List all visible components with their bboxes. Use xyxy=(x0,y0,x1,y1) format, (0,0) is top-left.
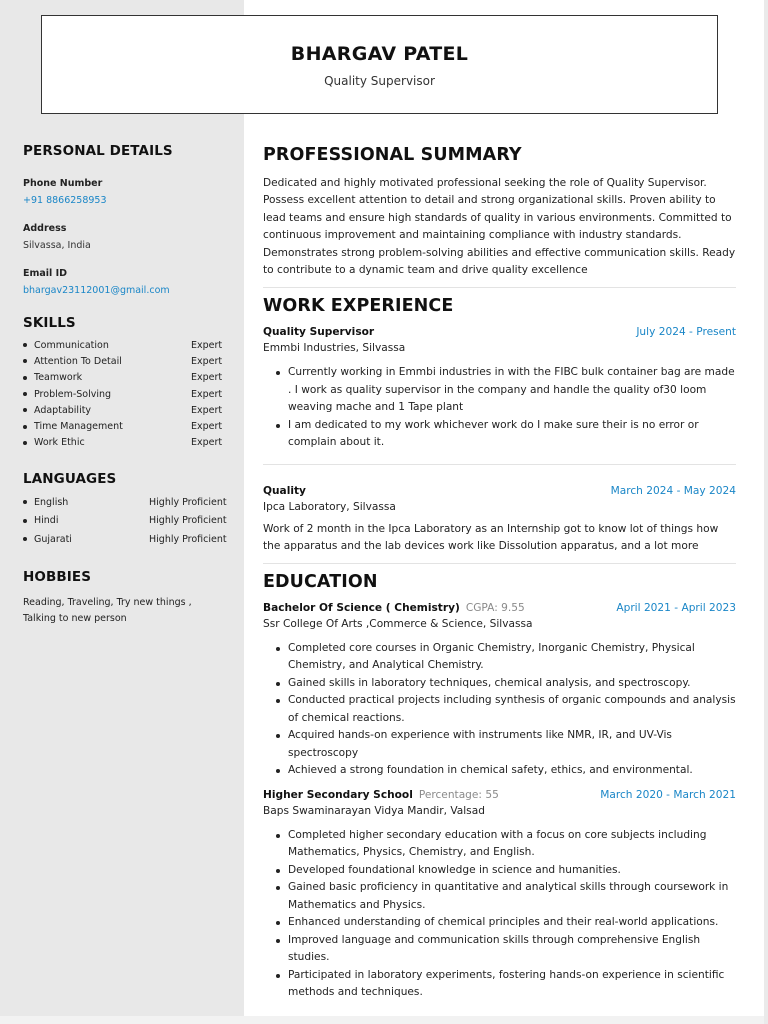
list-item: Currently working in Emmbi industries in with the FIBC bulk container bag are made . I work as quality supervisor in the company and handle the quality of30 loom weaving mache and 1 Tape plant xyxy=(276,364,736,417)
education-entry xyxy=(263,789,736,1002)
bullet-icon xyxy=(23,343,27,347)
job-bullets xyxy=(276,364,736,452)
phone-value[interactable]: +91 8866258953 xyxy=(23,195,107,206)
education-heading: EDUCATION xyxy=(263,571,378,592)
candidate-role: Quality Supervisor xyxy=(324,74,435,88)
email-block xyxy=(23,268,229,296)
section-divider xyxy=(263,287,736,288)
sidebar xyxy=(23,143,229,627)
address-label: Address xyxy=(23,223,67,234)
job-entry xyxy=(263,326,736,452)
job-org: Emmbi Industries, Silvassa xyxy=(263,342,406,355)
degree-date: April 2021 - April 2023 xyxy=(616,601,736,614)
skill-item: Problem-Solving Expert xyxy=(23,386,229,402)
bullet-icon xyxy=(23,408,27,412)
section-divider xyxy=(263,563,736,564)
degree-org: Ssr College Of Arts ,Commerce & Science, Silvassa xyxy=(263,617,533,630)
job-org: Ipca Laboratory, Silvassa xyxy=(263,500,396,513)
skills-heading: SKILLS xyxy=(23,315,76,331)
job-description: Work of 2 month in the Ipca Laboratory as an Internship got to know lot of things how the apparatus and the lab devices work like Dissolution apparatus, and a lot more xyxy=(263,522,719,553)
page-bottom-edge xyxy=(0,1016,768,1024)
work-heading: WORK EXPERIENCE xyxy=(263,296,454,317)
languages-list xyxy=(23,493,229,549)
job-date: July 2024 - Present xyxy=(636,326,736,339)
list-item: Completed higher secondary education with a focus on core subjects including Mathematics, Physics, Chemistry, and English. xyxy=(276,827,736,862)
bullet-icon xyxy=(23,392,27,396)
personal-details-heading: PERSONAL DETAILS xyxy=(23,143,173,159)
list-item: Gained basic proficiency in quantitative and analytical skills through coursework in Mathematics and Physics. xyxy=(276,879,736,914)
bullet-icon xyxy=(23,359,27,363)
degree-score: Percentage: 55 xyxy=(418,788,499,801)
address-value: Silvassa, India xyxy=(23,240,91,251)
email-value[interactable]: bhargav23112001@gmail.com xyxy=(23,285,170,296)
phone-block xyxy=(23,178,229,206)
phone-label: Phone Number xyxy=(23,178,103,189)
skills-list xyxy=(23,337,229,451)
list-item: Conducted practical projects including synthesis of organic compounds and analysis of chemical reactions. xyxy=(276,692,736,727)
email-label: Email ID xyxy=(23,268,68,279)
degree-bullets xyxy=(276,827,736,1002)
list-item: Improved language and communication skills through comprehensive English studies. xyxy=(276,932,736,967)
bullet-icon xyxy=(23,425,27,429)
summary-heading: PROFESSIONAL SUMMARY xyxy=(263,145,522,165)
address-block xyxy=(23,223,229,251)
degree-title: Higher Secondary School xyxy=(263,788,413,801)
bullet-icon xyxy=(23,500,27,504)
education-entry xyxy=(263,602,736,780)
job-date: March 2024 - May 2024 xyxy=(610,484,736,497)
summary-text: Dedicated and highly motivated professional seeking the role of Quality Supervisor. Possess excellent attention to detail and strong organizational skills. Proven ability to lead teams and ensure high standards of quality in various environments. Committed to continuous improvement and maintaining compliance with industry standards. Demonstrates strong problem-solving abilities and effective communication skills. Ready to contribute to a dynamic team and drive quality excellence xyxy=(263,177,736,277)
entry-divider xyxy=(263,464,736,465)
language-item: English Highly Proficient xyxy=(23,493,229,512)
degree-title: Bachelor Of Science ( Chemistry) xyxy=(263,601,460,614)
degree-bullets xyxy=(276,640,736,780)
bullet-icon xyxy=(23,441,27,445)
list-item: Participated in laboratory experiments, fostering hands-on experience in scientific methods and techniques. xyxy=(276,967,736,1002)
list-item: Completed core courses in Organic Chemistry, Inorganic Chemistry, Physical Chemistry, and Analytical Chemistry. xyxy=(276,640,736,675)
degree-date: March 2020 - March 2021 xyxy=(600,788,736,801)
language-item: Gujarati Highly Proficient xyxy=(23,530,229,549)
candidate-name: BHARGAV PATEL xyxy=(290,43,469,65)
skill-item: Communication Expert xyxy=(23,337,229,353)
header-box xyxy=(41,15,718,114)
skill-item: Teamwork Expert xyxy=(23,370,229,386)
job-entry xyxy=(263,485,736,556)
skill-item: Attention To Detail Expert xyxy=(23,353,229,369)
list-item: Acquired hands-on experience with instruments like NMR, IR, and UV-Vis spectroscopy xyxy=(276,727,736,762)
list-item: Developed foundational knowledge in science and humanities. xyxy=(276,862,736,880)
languages-heading: LANGUAGES xyxy=(23,471,117,488)
bullet-icon xyxy=(23,376,27,380)
list-item: Enhanced understanding of chemical principles and their real-world applications. xyxy=(276,914,736,932)
skill-item: Time Management Expert xyxy=(23,418,229,434)
main-content xyxy=(263,145,736,1002)
job-title: Quality xyxy=(263,484,306,497)
language-item: Hindi Highly Proficient xyxy=(23,512,229,531)
job-title: Quality Supervisor xyxy=(263,326,375,339)
degree-org: Baps Swaminarayan Vidya Mandir, Valsad xyxy=(263,804,485,817)
degree-score: CGPA: 9.55 xyxy=(465,601,525,614)
list-item: Gained skills in laboratory techniques, chemical analysis, and spectroscopy. xyxy=(276,675,736,693)
list-item: Achieved a strong foundation in chemical safety, ethics, and environmental. xyxy=(276,762,736,780)
hobbies-text: Reading, Traveling, Try new things , Talking to new person xyxy=(23,596,192,624)
hobbies-heading: HOBBIES xyxy=(23,568,92,585)
skill-item: Work Ethic Expert xyxy=(23,435,229,451)
bullet-icon xyxy=(23,537,27,541)
list-item: I am dedicated to my work whichever work do I make sure their is no error or complain about it. xyxy=(276,417,736,452)
skill-item: Adaptability Expert xyxy=(23,402,229,418)
bullet-icon xyxy=(23,519,27,523)
page-right-edge xyxy=(764,0,768,1024)
